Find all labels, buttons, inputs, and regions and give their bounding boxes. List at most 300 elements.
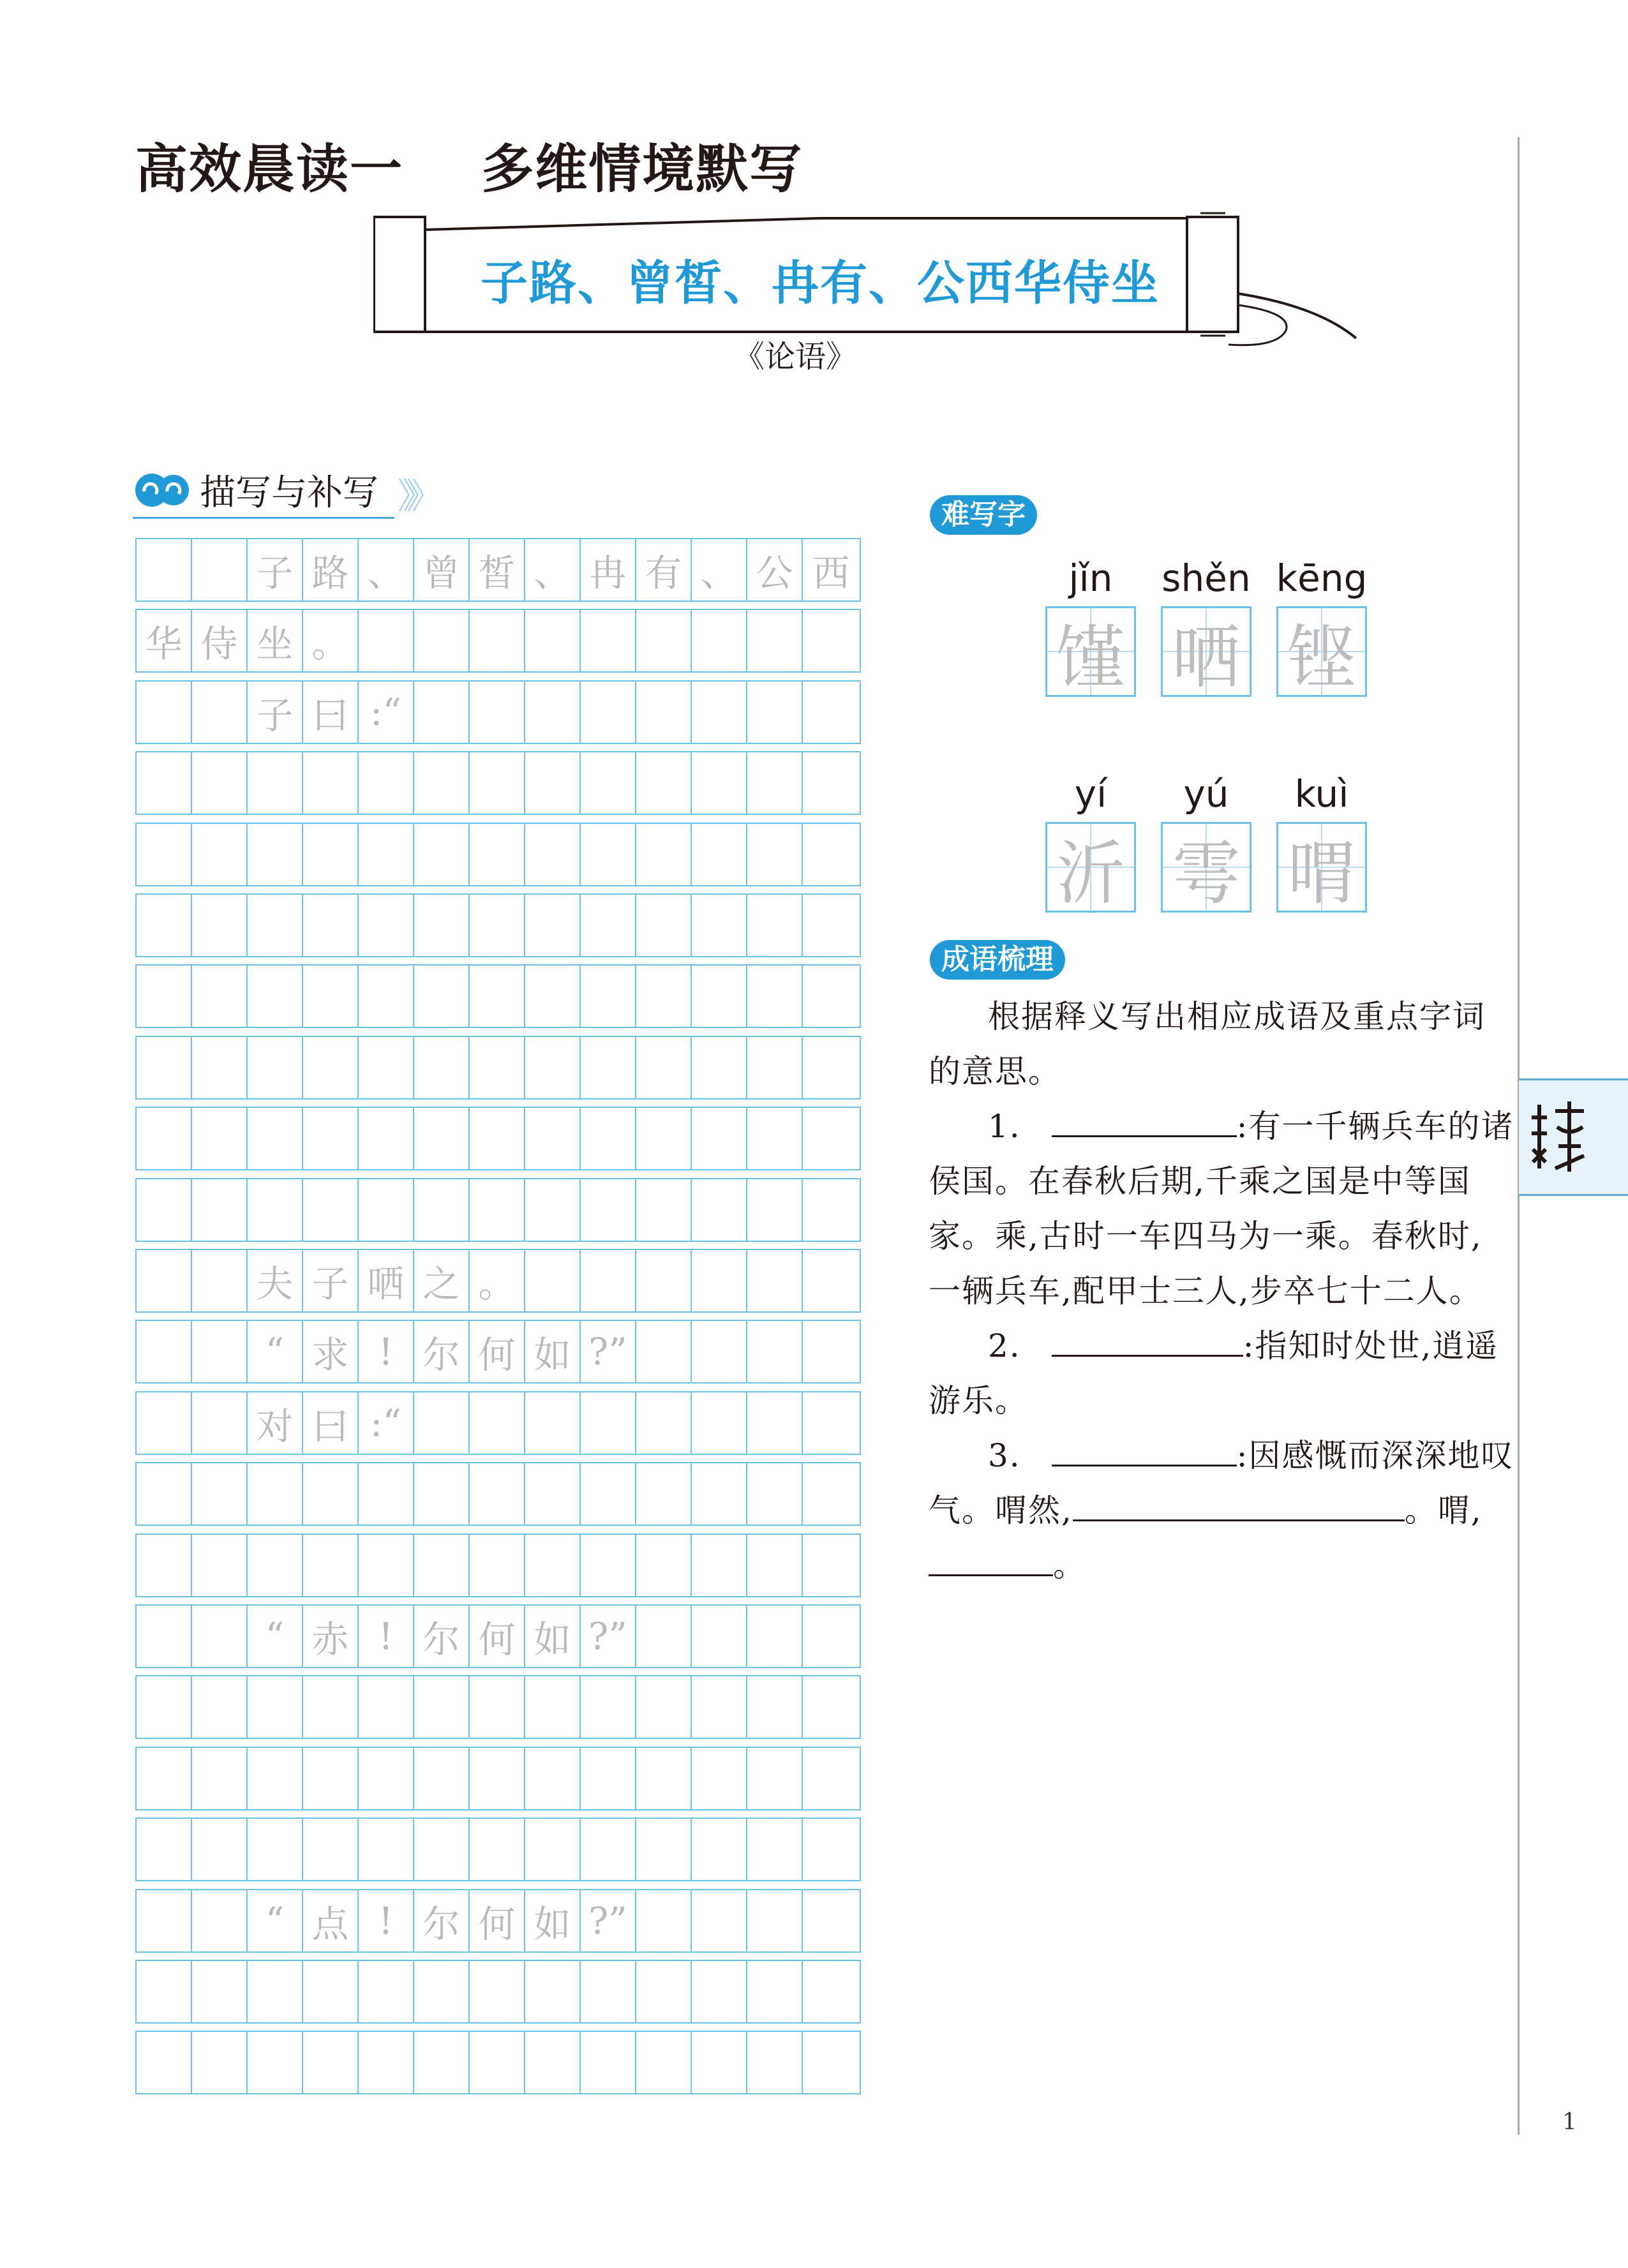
grid-cell[interactable] — [747, 824, 803, 885]
grid-cell[interactable] — [137, 1321, 192, 1382]
grid-cell[interactable] — [803, 1819, 860, 1880]
grid-cell[interactable] — [470, 610, 525, 671]
grid-cell[interactable] — [137, 1606, 192, 1667]
grid-cell[interactable] — [692, 895, 747, 956]
grid-cell[interactable] — [692, 1321, 747, 1382]
tianzi-box — [1045, 822, 1136, 913]
grid-cell[interactable] — [747, 1463, 803, 1525]
grid-cell[interactable] — [359, 1961, 414, 2022]
grid-cell[interactable] — [692, 2032, 747, 2093]
grid-cell[interactable] — [470, 966, 525, 1027]
grid-cell[interactable] — [414, 1676, 470, 1738]
grid-cell[interactable]: 子 — [303, 1250, 359, 1311]
grid-cell[interactable]: 、 — [359, 539, 414, 601]
grid-cell[interactable] — [525, 1748, 581, 1809]
grid-cell[interactable] — [414, 966, 470, 1027]
grid-cell[interactable] — [470, 1179, 525, 1241]
grid-cell[interactable] — [747, 1961, 803, 2022]
grid-cell[interactable] — [414, 682, 470, 743]
grid-cell[interactable] — [692, 966, 747, 1027]
grid-cell[interactable] — [470, 1819, 525, 1880]
grid-cell[interactable] — [414, 1392, 470, 1454]
grid-cell[interactable] — [747, 1321, 803, 1382]
grid-cell[interactable] — [525, 1108, 581, 1169]
grid-cell[interactable] — [803, 1179, 860, 1241]
grid-cell[interactable] — [581, 1748, 636, 1809]
grid-cell[interactable] — [747, 1819, 803, 1880]
grid-cell[interactable] — [525, 1250, 581, 1311]
grid-cell[interactable] — [414, 824, 470, 885]
grid-cell[interactable] — [636, 2032, 692, 2093]
grid-cell[interactable] — [581, 966, 636, 1027]
grid-cell[interactable] — [248, 1676, 303, 1738]
grid-cell[interactable] — [137, 752, 192, 814]
grid-cell[interactable] — [303, 966, 359, 1027]
grid-cell[interactable] — [192, 1606, 248, 1667]
grid-cell[interactable]: 。 — [470, 1250, 525, 1311]
grid-cell[interactable] — [192, 1321, 248, 1382]
grid-cell[interactable] — [137, 1676, 192, 1738]
grid-cell[interactable]: ! — [359, 1606, 414, 1667]
seal-glyph-icon — [1527, 1098, 1590, 1175]
grid-cell[interactable]: 尔 — [414, 1890, 470, 1951]
grid-row — [135, 1391, 861, 1455]
grid-cell[interactable] — [636, 1535, 692, 1596]
grid-cell[interactable] — [747, 682, 803, 743]
grid-cell[interactable] — [137, 1037, 192, 1098]
grid-cell[interactable]: 冉 — [581, 539, 636, 601]
grid-cell[interactable] — [747, 1108, 803, 1169]
grid-cell[interactable] — [803, 824, 860, 885]
grid-cell[interactable] — [470, 1463, 525, 1525]
grid-cell[interactable] — [525, 2032, 581, 2093]
grid-cell[interactable] — [747, 1250, 803, 1311]
grid-cell[interactable] — [581, 824, 636, 885]
grid-cell[interactable]: 何 — [470, 1606, 525, 1667]
grid-cell[interactable] — [414, 610, 470, 671]
grid-row — [135, 1889, 861, 1953]
answer-blank[interactable] — [1073, 1494, 1405, 1521]
grid-cell[interactable] — [692, 1606, 747, 1667]
grid-cell[interactable]: “ — [248, 1321, 303, 1382]
grid-cell[interactable] — [470, 2032, 525, 2093]
grid-cell[interactable] — [414, 1179, 470, 1241]
grid-cell[interactable]: 对 — [248, 1392, 303, 1454]
answer-blank[interactable] — [929, 1549, 1053, 1576]
grid-cell[interactable] — [581, 1535, 636, 1596]
grid-cell[interactable]: 、 — [525, 539, 581, 601]
grid-cell[interactable] — [581, 1463, 636, 1525]
grid-cell[interactable] — [803, 1392, 860, 1454]
grid-cell[interactable] — [303, 824, 359, 885]
grid-cell[interactable] — [581, 1961, 636, 2022]
grid-cell[interactable] — [137, 1535, 192, 1596]
grid-cell[interactable] — [525, 966, 581, 1027]
grid-cell[interactable] — [192, 1250, 248, 1311]
grid-cell[interactable] — [803, 895, 860, 956]
grid-cell[interactable]: 皙 — [470, 539, 525, 601]
grid-cell[interactable]: 如 — [525, 1321, 581, 1382]
grid-cell[interactable] — [747, 1179, 803, 1241]
grid-cell[interactable]: ?” — [581, 1606, 636, 1667]
grid-cell[interactable] — [303, 1463, 359, 1525]
grid-cell[interactable] — [359, 1676, 414, 1738]
grid-cell[interactable] — [248, 824, 303, 885]
grid-cell[interactable] — [248, 1179, 303, 1241]
grid-cell[interactable] — [581, 610, 636, 671]
grid-cell[interactable] — [525, 752, 581, 814]
grid-cell[interactable] — [581, 752, 636, 814]
grid-cell[interactable] — [525, 1961, 581, 2022]
grid-cell[interactable] — [636, 1463, 692, 1525]
grid-cell[interactable] — [137, 1250, 192, 1311]
grid-cell[interactable] — [470, 682, 525, 743]
grid-cell[interactable] — [581, 1392, 636, 1454]
grid-cell[interactable] — [192, 1961, 248, 2022]
grid-cell[interactable] — [470, 1108, 525, 1169]
grid-cell[interactable] — [414, 1108, 470, 1169]
grid-cell[interactable] — [636, 1676, 692, 1738]
grid-cell[interactable] — [470, 1676, 525, 1738]
grid-cell[interactable] — [192, 1676, 248, 1738]
grid-cell[interactable] — [581, 1676, 636, 1738]
grid-cell[interactable] — [359, 1748, 414, 1809]
grid-cell[interactable] — [359, 895, 414, 956]
grid-cell[interactable] — [747, 1606, 803, 1667]
grid-cell[interactable]: 公 — [747, 539, 803, 601]
grid-cell[interactable] — [248, 1819, 303, 1880]
grid-cell[interactable] — [137, 539, 192, 601]
grid-cell[interactable] — [137, 2032, 192, 2093]
grid-cell[interactable] — [414, 1463, 470, 1525]
grid-cell[interactable] — [303, 895, 359, 956]
grid-cell[interactable] — [803, 1535, 860, 1596]
grid-cell[interactable]: ?” — [581, 1890, 636, 1951]
grid-cell[interactable] — [525, 895, 581, 956]
grid-cell[interactable] — [525, 1535, 581, 1596]
grid-cell[interactable] — [803, 1463, 860, 1525]
grid-cell[interactable] — [747, 895, 803, 956]
grid-cell[interactable] — [137, 1179, 192, 1241]
grid-cell[interactable]: 华 — [137, 610, 192, 671]
grid-cell[interactable] — [303, 752, 359, 814]
grid-cell[interactable] — [581, 2032, 636, 2093]
grid-cell[interactable]: 夫 — [248, 1250, 303, 1311]
pinyin-label: kuì — [1294, 772, 1349, 816]
grid-cell[interactable] — [414, 1535, 470, 1596]
grid-cell[interactable] — [747, 1676, 803, 1738]
grid-cell[interactable] — [248, 1961, 303, 2022]
grid-cell[interactable]: 点 — [303, 1890, 359, 1951]
grid-cell[interactable] — [581, 895, 636, 956]
grid-cell[interactable] — [581, 1819, 636, 1880]
grid-cell[interactable] — [803, 1748, 860, 1809]
grid-cell[interactable] — [636, 1748, 692, 1809]
grid-cell[interactable] — [137, 1748, 192, 1809]
grid-cell[interactable] — [747, 610, 803, 671]
grid-cell[interactable] — [192, 539, 248, 601]
answer-blank[interactable] — [1052, 1439, 1237, 1466]
grid-cell[interactable] — [192, 1179, 248, 1241]
grid-cell[interactable] — [692, 824, 747, 885]
grid-cell[interactable] — [803, 1676, 860, 1738]
grid-cell[interactable] — [470, 1037, 525, 1098]
grid-cell[interactable] — [692, 682, 747, 743]
grid-cell[interactable]: 有 — [636, 539, 692, 601]
chevrons-icon: 》》 — [398, 476, 433, 518]
grid-cell[interactable]: 何 — [470, 1321, 525, 1382]
grid-cell[interactable] — [636, 610, 692, 671]
grid-cell[interactable] — [692, 1676, 747, 1738]
grid-cell[interactable] — [803, 1321, 860, 1382]
grid-cell[interactable]: :“ — [359, 682, 414, 743]
grid-cell[interactable] — [192, 1108, 248, 1169]
grid-cell[interactable] — [248, 752, 303, 814]
grid-cell[interactable] — [192, 1037, 248, 1098]
grid-cell[interactable] — [636, 752, 692, 814]
grid-cell[interactable]: 子 — [248, 682, 303, 743]
grid-cell[interactable] — [137, 1890, 192, 1951]
grid-cell[interactable] — [192, 824, 248, 885]
grid-cell[interactable] — [692, 1037, 747, 1098]
grid-cell[interactable] — [525, 1037, 581, 1098]
grid-cell[interactable] — [192, 2032, 248, 2093]
grid-cell[interactable] — [248, 1108, 303, 1169]
grid-cell[interactable]: 尔 — [414, 1606, 470, 1667]
grid-cell[interactable] — [581, 682, 636, 743]
grid-cell[interactable] — [303, 2032, 359, 2093]
grid-cell[interactable] — [747, 1748, 803, 1809]
grid-cell[interactable]: 子 — [248, 539, 303, 601]
grid-cell[interactable] — [137, 1819, 192, 1880]
grid-cell[interactable] — [359, 1037, 414, 1098]
grid-cell[interactable] — [636, 1037, 692, 1098]
grid-cell[interactable] — [692, 1250, 747, 1311]
grid-cell[interactable] — [692, 1961, 747, 2022]
grid-cell[interactable] — [803, 1890, 860, 1951]
grid-cell[interactable] — [636, 1890, 692, 1951]
grid-cell[interactable]: 侍 — [192, 610, 248, 671]
grid-cell[interactable] — [137, 1463, 192, 1525]
grid-cell[interactable] — [359, 1179, 414, 1241]
grid-cell[interactable] — [470, 1961, 525, 2022]
answer-blank[interactable] — [1052, 1329, 1243, 1357]
grid-cell[interactable] — [525, 1392, 581, 1454]
grid-cell[interactable] — [636, 1108, 692, 1169]
grid-cell[interactable] — [692, 1392, 747, 1454]
grid-cell[interactable] — [636, 1179, 692, 1241]
grid-cell[interactable] — [525, 1463, 581, 1525]
grid-cell[interactable] — [248, 895, 303, 956]
grid-cell[interactable] — [248, 2032, 303, 2093]
grid-cell[interactable]: ! — [359, 1321, 414, 1382]
grid-cell[interactable] — [525, 1179, 581, 1241]
grid-cell[interactable] — [359, 1535, 414, 1596]
grid-cell[interactable] — [636, 1606, 692, 1667]
grid-cell[interactable] — [692, 1819, 747, 1880]
grid-cell[interactable] — [636, 682, 692, 743]
grid-cell[interactable] — [414, 1037, 470, 1098]
grid-cell[interactable] — [470, 824, 525, 885]
grid-cell[interactable]: 、 — [692, 539, 747, 601]
grid-cell[interactable]: 。 — [303, 610, 359, 671]
grid-cell[interactable] — [359, 610, 414, 671]
grid-cell[interactable] — [692, 1535, 747, 1596]
grid-cell[interactable] — [692, 610, 747, 671]
grid-cell[interactable] — [248, 1535, 303, 1596]
grid-cell[interactable]: 求 — [303, 1321, 359, 1382]
grid-cell[interactable] — [747, 1890, 803, 1951]
grid-cell[interactable] — [581, 1179, 636, 1241]
grid-cell[interactable] — [747, 1535, 803, 1596]
grid-cell[interactable]: 路 — [303, 539, 359, 601]
grid-cell[interactable]: 哂 — [359, 1250, 414, 1311]
grid-cell[interactable] — [636, 1961, 692, 2022]
grid-cell[interactable] — [137, 966, 192, 1027]
grid-cell[interactable] — [303, 1535, 359, 1596]
grid-cell[interactable]: 尔 — [414, 1321, 470, 1382]
section-underline — [133, 517, 394, 519]
grid-cell[interactable] — [747, 2032, 803, 2093]
grid-cell[interactable] — [303, 1179, 359, 1241]
grid-cell[interactable] — [747, 966, 803, 1027]
grid-cell[interactable]: 西 — [812, 551, 850, 595]
grid-cell[interactable]: “ — [248, 1606, 303, 1667]
grid-cell[interactable] — [414, 752, 470, 814]
grid-cell[interactable]: 坐 — [248, 610, 303, 671]
grid-cell[interactable] — [581, 1250, 636, 1311]
grid-cell[interactable] — [248, 1748, 303, 1809]
grid-cell[interactable] — [636, 1392, 692, 1454]
grid-cell[interactable] — [525, 824, 581, 885]
grid-cell[interactable] — [137, 895, 192, 956]
grid-cell[interactable] — [525, 1676, 581, 1738]
grid-cell[interactable] — [137, 824, 192, 885]
grid-cell[interactable] — [525, 1819, 581, 1880]
grid-cell[interactable] — [747, 1392, 803, 1454]
grid-cell[interactable] — [803, 752, 860, 814]
grid-cell[interactable] — [470, 1748, 525, 1809]
grid-cell[interactable] — [692, 1748, 747, 1809]
grid-cell[interactable] — [692, 1108, 747, 1169]
grid-cell[interactable] — [581, 1037, 636, 1098]
grid-cell[interactable] — [192, 895, 248, 956]
grid-cell[interactable] — [803, 1037, 860, 1098]
grid-row — [135, 823, 861, 886]
grid-cell[interactable] — [414, 895, 470, 956]
grid-cell[interactable] — [303, 1037, 359, 1098]
grid-cell[interactable] — [636, 895, 692, 956]
grid-cell[interactable] — [414, 2032, 470, 2093]
grid-cell[interactable] — [747, 1037, 803, 1098]
grid-cell[interactable]: 之 — [414, 1250, 470, 1311]
grid-cell[interactable] — [803, 2032, 860, 2093]
grid-cell[interactable] — [636, 824, 692, 885]
grid-cell[interactable] — [414, 1748, 470, 1809]
grid-cell[interactable] — [470, 752, 525, 814]
grid-cell[interactable] — [470, 1392, 525, 1454]
grid-cell[interactable] — [248, 1037, 303, 1098]
grid-cell[interactable] — [470, 1535, 525, 1596]
grid-cell[interactable] — [192, 1463, 248, 1525]
grid-cell[interactable] — [803, 1606, 860, 1667]
grid-cell[interactable] — [803, 966, 860, 1027]
grid-cell[interactable] — [636, 1321, 692, 1382]
grid-cell[interactable] — [359, 1819, 414, 1880]
grid-cell[interactable] — [525, 610, 581, 671]
grid-cell[interactable] — [803, 682, 860, 743]
grid-cell[interactable] — [692, 1463, 747, 1525]
grid-cell[interactable] — [192, 752, 248, 814]
grid-cell[interactable] — [636, 966, 692, 1027]
grid-cell[interactable] — [359, 752, 414, 814]
grid-cell[interactable] — [303, 1819, 359, 1880]
grid-cell[interactable] — [359, 2032, 414, 2093]
grid-cell[interactable]: 赤 — [303, 1606, 359, 1667]
grid-cell[interactable] — [137, 1108, 192, 1169]
grid-cell[interactable] — [192, 1748, 248, 1809]
grid-cell[interactable] — [192, 1890, 248, 1951]
grid-cell[interactable] — [192, 1819, 248, 1880]
grid-cell[interactable] — [303, 1748, 359, 1809]
grid-cell[interactable] — [359, 966, 414, 1027]
grid-cell[interactable] — [581, 1108, 636, 1169]
grid-cell[interactable] — [414, 1961, 470, 2022]
grid-cell[interactable] — [636, 1819, 692, 1880]
grid-cell[interactable]: 曰 — [303, 682, 359, 743]
grid-cell[interactable] — [803, 1108, 860, 1169]
grid-cell[interactable] — [248, 966, 303, 1027]
grid-cell[interactable] — [803, 1250, 860, 1311]
answer-blank[interactable] — [1052, 1110, 1237, 1137]
grid-cell[interactable] — [525, 682, 581, 743]
grid-cell[interactable]: 如 — [525, 1890, 581, 1951]
grid-cell[interactable] — [692, 1179, 747, 1241]
grid-cell[interactable] — [137, 1961, 192, 2022]
grid-cell[interactable] — [359, 824, 414, 885]
grid-row — [135, 609, 861, 673]
grid-cell[interactable]: 何 — [470, 1890, 525, 1951]
grid-cell[interactable] — [747, 752, 803, 814]
grid-cell[interactable] — [248, 1463, 303, 1525]
grid-cell[interactable] — [192, 966, 248, 1027]
grid-cell[interactable] — [303, 1961, 359, 2022]
grid-cell[interactable]: 如 — [525, 1606, 581, 1667]
grid-cell[interactable]: 曾 — [414, 539, 470, 601]
grid-cell[interactable] — [303, 1108, 359, 1169]
grid-cell[interactable]: :“ — [359, 1392, 414, 1454]
grid-cell[interactable] — [359, 1108, 414, 1169]
grid-cell[interactable] — [192, 1535, 248, 1596]
grid-cell[interactable] — [137, 682, 192, 743]
grid-cell[interactable] — [470, 895, 525, 956]
grid-cell[interactable] — [692, 752, 747, 814]
grid-cell[interactable]: “ — [248, 1890, 303, 1951]
grid-cell[interactable] — [803, 610, 860, 671]
grid-cell[interactable] — [303, 1676, 359, 1738]
grid-cell[interactable] — [414, 1819, 470, 1880]
grid-cell[interactable] — [359, 1463, 414, 1525]
grid-cell[interactable]: ?” — [581, 1321, 636, 1382]
grid-cell[interactable] — [192, 1392, 248, 1454]
grid-cell[interactable] — [636, 1250, 692, 1311]
grid-cell[interactable] — [137, 1392, 192, 1454]
grid-cell[interactable]: ! — [359, 1890, 414, 1951]
grid-cell[interactable] — [692, 1890, 747, 1951]
grid-cell[interactable] — [192, 682, 248, 743]
grid-cell[interactable] — [803, 1961, 860, 2022]
grid-cell[interactable]: 曰 — [303, 1392, 359, 1454]
